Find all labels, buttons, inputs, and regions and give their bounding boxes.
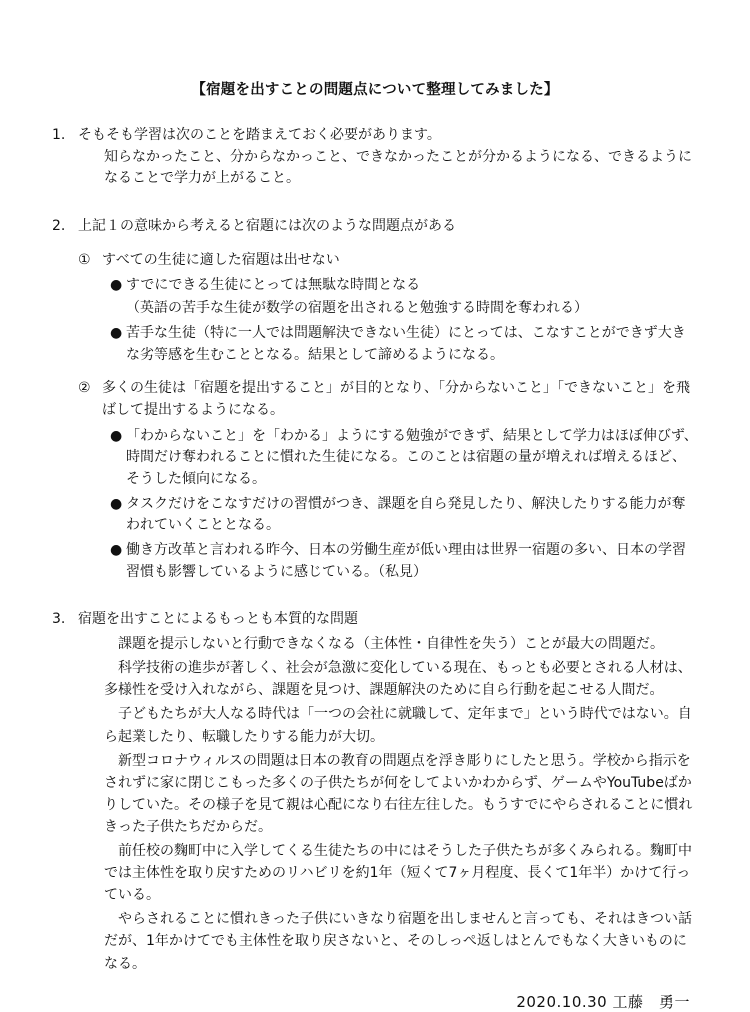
paragraph: 課題を提示しないと行動できなくなる（主体性・自律性を失う）ことが最大の問題だ。 (118, 636, 664, 653)
section-2-number: 2. (52, 218, 66, 235)
list-item-text: すでにできる生徒にとっては無駄な時間となる (126, 277, 421, 294)
paragraph: 子どもたちが大人なる時代は「一つの会社に就職して、定年まで」という時代ではない。自ら起業したり、転職したりする能力が大切。 (104, 706, 692, 745)
section-3 (52, 609, 698, 974)
list-item-text: 「わからないこと」を「わかる」ようにする勉強ができず、結果として学力はほぼ伸びず、時間だけ奪われることに慣れた生徒になる。このことは宿題の量が増えれば増えるほど、そうした傾向になる。 (126, 427, 698, 487)
section-2-heading-row (52, 216, 698, 238)
section-2 (52, 216, 698, 583)
section-3-heading-row (52, 609, 698, 631)
section-2-subitem-1-text: すべての生徒に適した宿題は出せない (102, 251, 340, 268)
section-2-heading: 上記１の意味から考えると宿題には次のような問題点がある (78, 218, 456, 235)
section-2-subitem-2-bullets (52, 426, 698, 584)
bullet-icon: ● (110, 495, 123, 512)
list-item-text: 苦手な生徒（特に一人では問題解決できない生徒）にとっては、こなすことができず大きな劣等感を生むこととなる。結果として諦めるようになる。 (126, 324, 686, 363)
spacer (52, 599, 698, 609)
section-1-body: 知らなかったこと、分からなかっこと、できなかったことが分かるようになる、できるようになることで学力が上がること。 (104, 148, 692, 187)
spacer (52, 206, 698, 216)
section-1 (52, 125, 698, 190)
section-1-heading-row (52, 125, 698, 147)
section-2-subitem-1-bullets (52, 275, 698, 366)
paragraph: 科学技術の進歩が著しく、社会が急激に変化している現在、もっとも必要とされる人材は、多様性を受け入れながら、課題を見つけ、課題解決のために自ら行動を起こせる人間だ。 (104, 660, 692, 699)
page-title: 【宿題を出すことの問題点について整理してみました】 (191, 82, 559, 98)
list-item (110, 494, 698, 537)
section-2-subitem-2-text: 多くの生徒は「宿題を提出すること」が目的となり、「分からないこと」「できないこと」を飛ばして提出するようになる。 (102, 380, 690, 418)
list-item (110, 275, 698, 297)
bullet-icon: ● (110, 542, 123, 558)
section-3-body (104, 633, 698, 975)
paragraph: 前任校の麴町中に入学してくる生徒たちの中にはそうした子供たちが多くみられる。麴町中では主体性を取り戻すためのリハビリを約1年（短くて7ヶ月程度、長くて1年半）かけて行っている。 (104, 843, 692, 904)
list-item (110, 323, 698, 366)
section-2-subitem-2-row (78, 378, 698, 421)
paragraph: やらされることに慣れきった子供にいきなり宿題を出しませんと言っても、それはきつい話だが、1年かけてでも主体性を取り戻さないと、そのしっぺ返しはとんでもなく大きいものになる。 (104, 911, 692, 972)
list-item-text: タスクだけをこなすだけの習慣がつき、課題を自ら発見したり、解決したりする能力が奪われていくこととなる。 (126, 495, 686, 534)
bullet-icon: ● (110, 277, 123, 294)
section-1-heading: そもそも学習は次のことを踏まえておく必要があります。 (78, 127, 441, 143)
section-3-number: 3. (52, 611, 66, 628)
section-2-subitem-1-marker: ① (78, 251, 91, 268)
list-item (110, 540, 698, 583)
list-item (110, 426, 698, 491)
section-3-heading: 宿題を出すことによるもっとも本質的な問題 (78, 611, 358, 628)
paragraph: 新型コロナウィルスの問題は日本の教育の問題点を浮き彫りにしたと思う。学校から指示をされずに家に閉じこもった多くの子供たちが何をしてよいかわからず、ゲームやYouTubeばかりしていた。その様子を見て親は心配になり右往左往した。もうすでにやらされることに慣れきった子供たちだからだ。 (104, 752, 693, 835)
signature: 2020.10.30 工藤 勇一 (516, 992, 690, 1011)
section-2-subitem-1-row (78, 250, 698, 272)
bullet-icon: ● (110, 324, 123, 341)
bullet-icon: ● (110, 427, 123, 444)
section-1-number: 1. (52, 127, 66, 143)
list-item-note: （英語の苦手な生徒が数学の宿題を出されると勉強する時間を奪われる） (126, 300, 588, 317)
section-2-subitem-2-marker: ② (78, 380, 91, 397)
list-item-text: 働き方改革と言われる昨今、日本の労働生産が低い理由は世界一宿題の多い、日本の学習習慣も影響しているように感じている。（私見） (126, 542, 686, 580)
